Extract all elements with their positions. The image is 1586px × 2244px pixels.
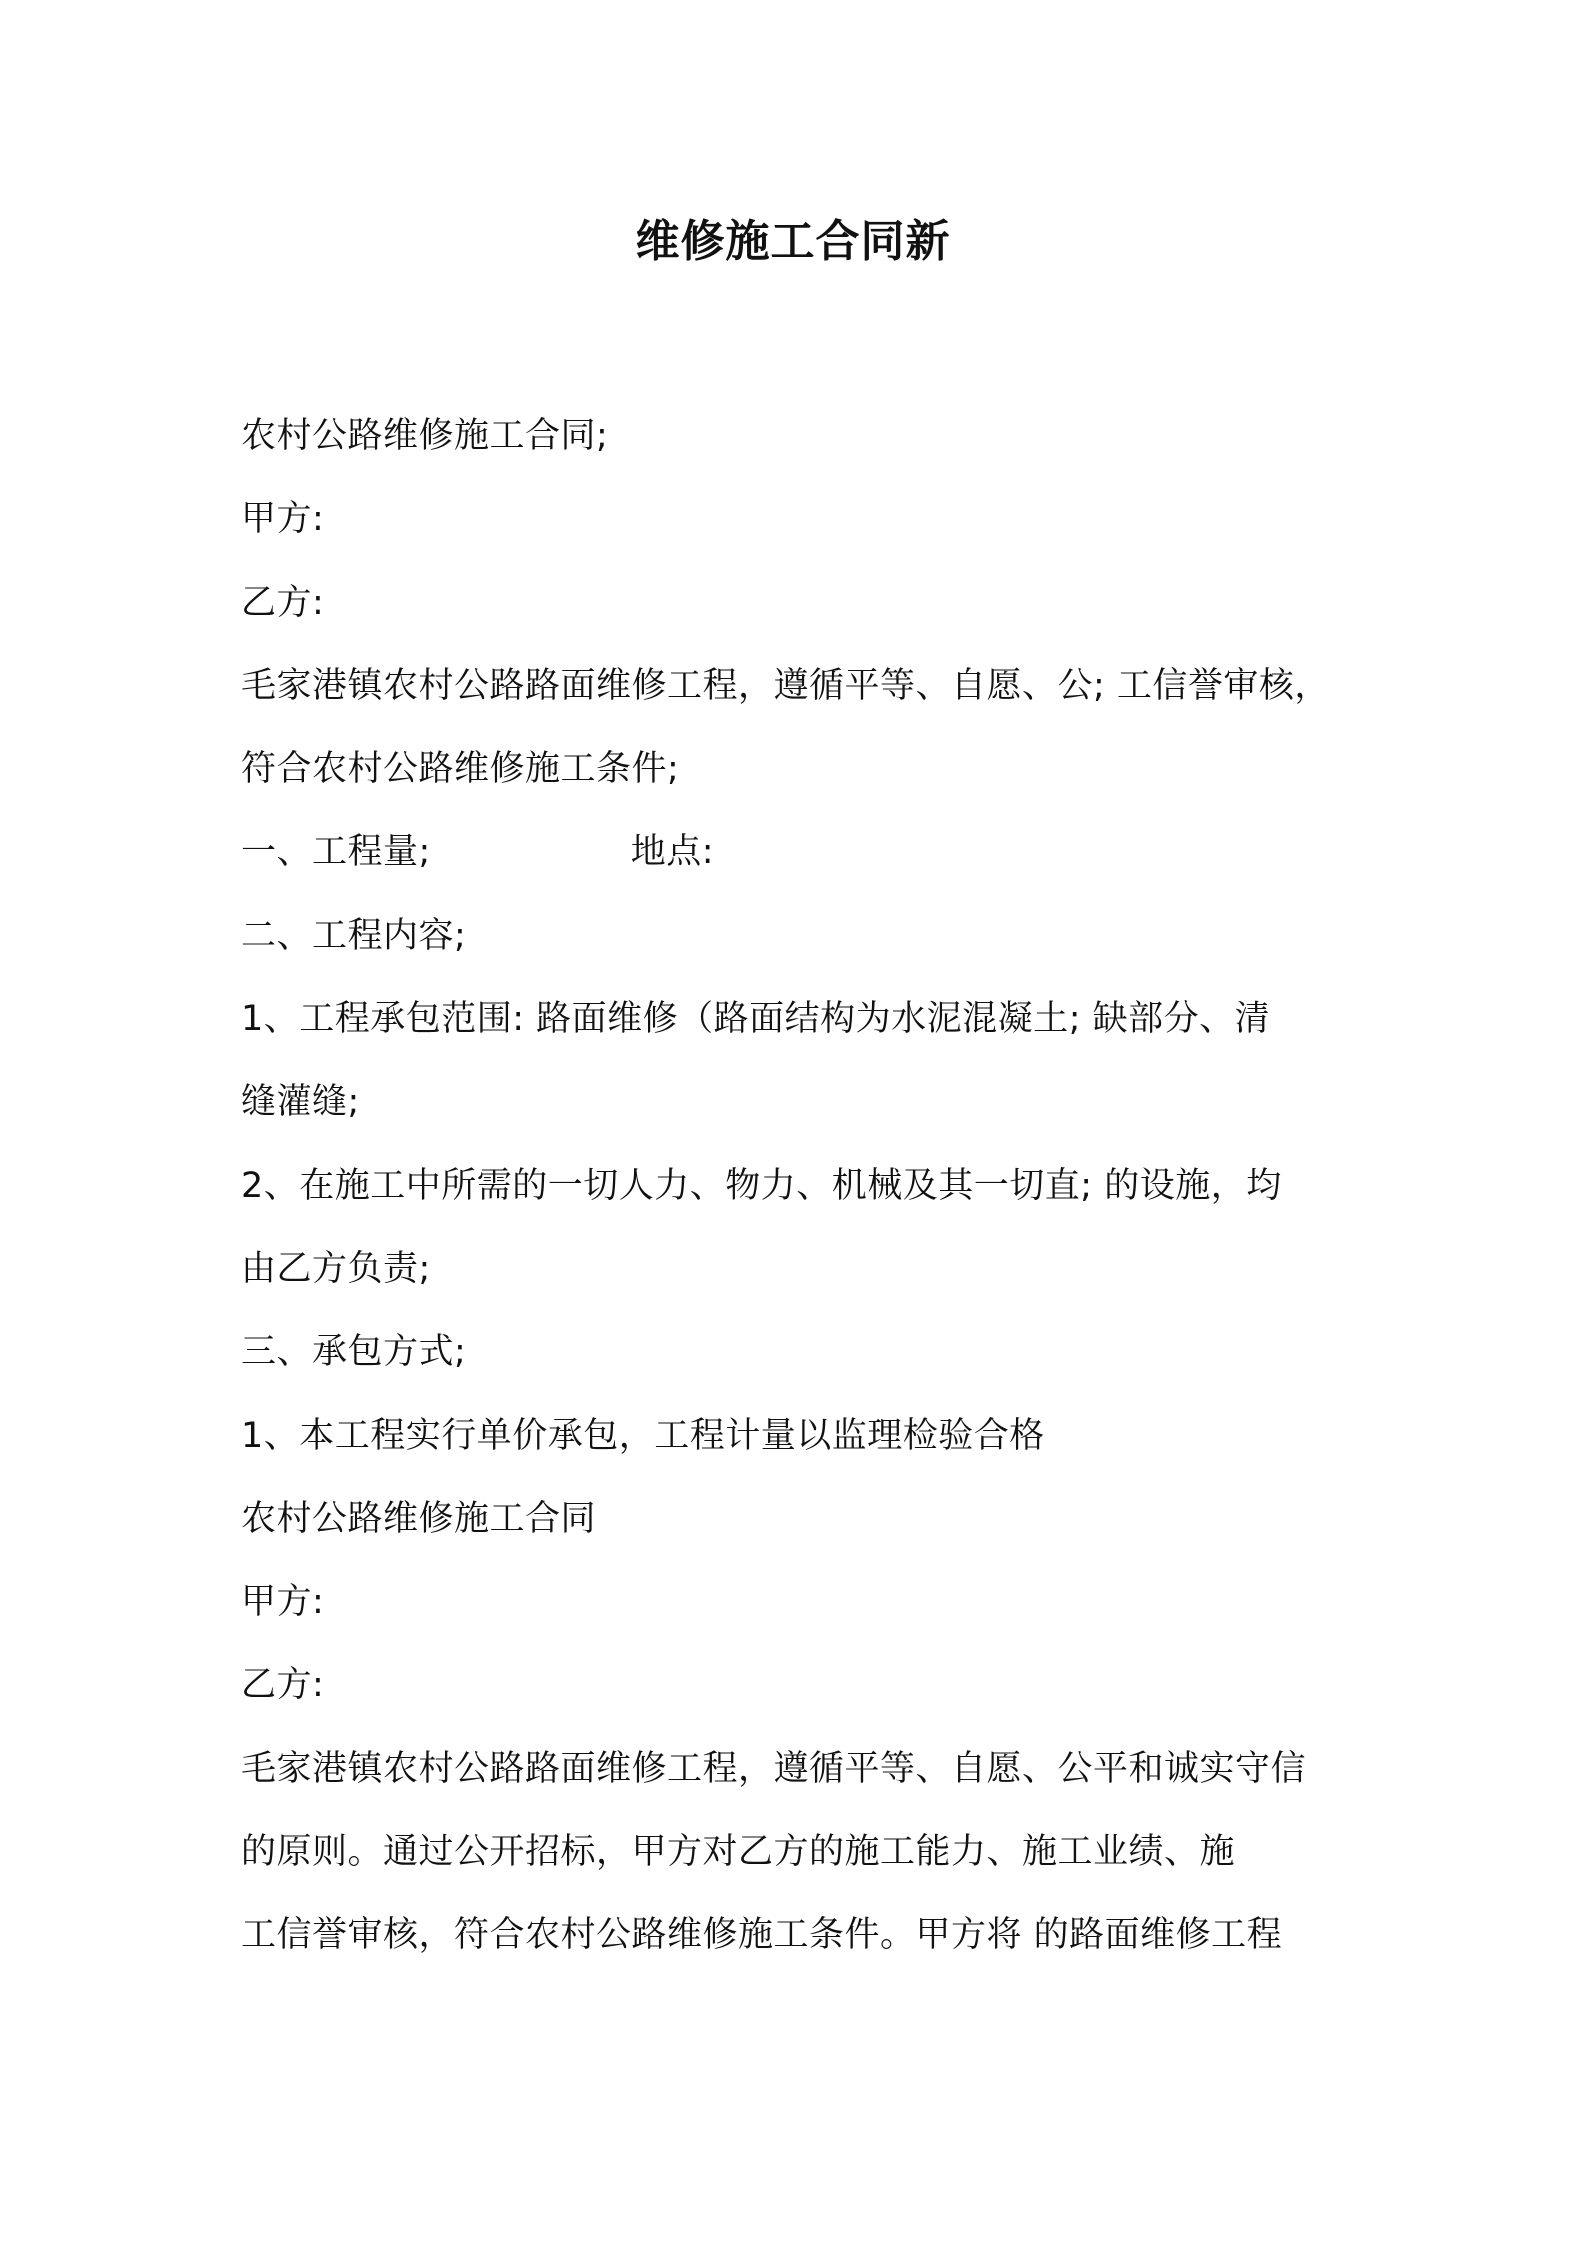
text-line: 缝灌缝;	[241, 1082, 360, 1123]
text-line: 甲方:	[241, 1582, 325, 1623]
text-line: 农村公路维修施工合同;	[241, 416, 609, 456]
text-line: 1、本工程实行单价承包，工程计量以监理检验合格	[241, 1415, 1045, 1456]
text-line: 工信誉审核，符合农村公路维修施工条件。甲方将 的路面维修工程	[241, 1915, 1283, 1956]
text-line: 乙方:	[241, 582, 325, 623]
text-line: 1、工程承包范围: 路面维修（路面结构为水泥混凝土; 缺部分、清	[241, 999, 1271, 1040]
text-line: 农村公路维修施工合同	[241, 1498, 597, 1539]
text-line: 2、在施工中所需的一切人力、物力、机械及其一切直; 的设施，均	[241, 1165, 1282, 1206]
text-line: 毛家港镇农村公路路面维修工程，遵循平等、自愿、公; 工信誉审核，	[241, 665, 1330, 706]
text-line: 的原则。通过公开招标，甲方对乙方的施工能力、施工业绩、施	[241, 1832, 1236, 1873]
text-line: 二、工程内容;	[241, 915, 467, 956]
text-line: 甲方:	[241, 499, 325, 540]
text-line: 由乙方负责;	[241, 1248, 431, 1289]
document-body	[241, 406, 1361, 1989]
line-left-segment: 一、工程量;	[241, 832, 431, 873]
text-line: 符合农村公路维修施工条件;	[241, 749, 680, 790]
text-line: 乙方:	[241, 1665, 325, 1706]
text-line: 三、承包方式;	[241, 1332, 467, 1373]
text-line-split	[241, 822, 1361, 905]
document-title: 维修施工合同新	[635, 216, 951, 267]
text-line: 毛家港镇农村公路路面维修工程，遵循平等、自愿、公平和诚实守信	[241, 1748, 1307, 1789]
line-right-segment: 地点:	[630, 832, 715, 873]
